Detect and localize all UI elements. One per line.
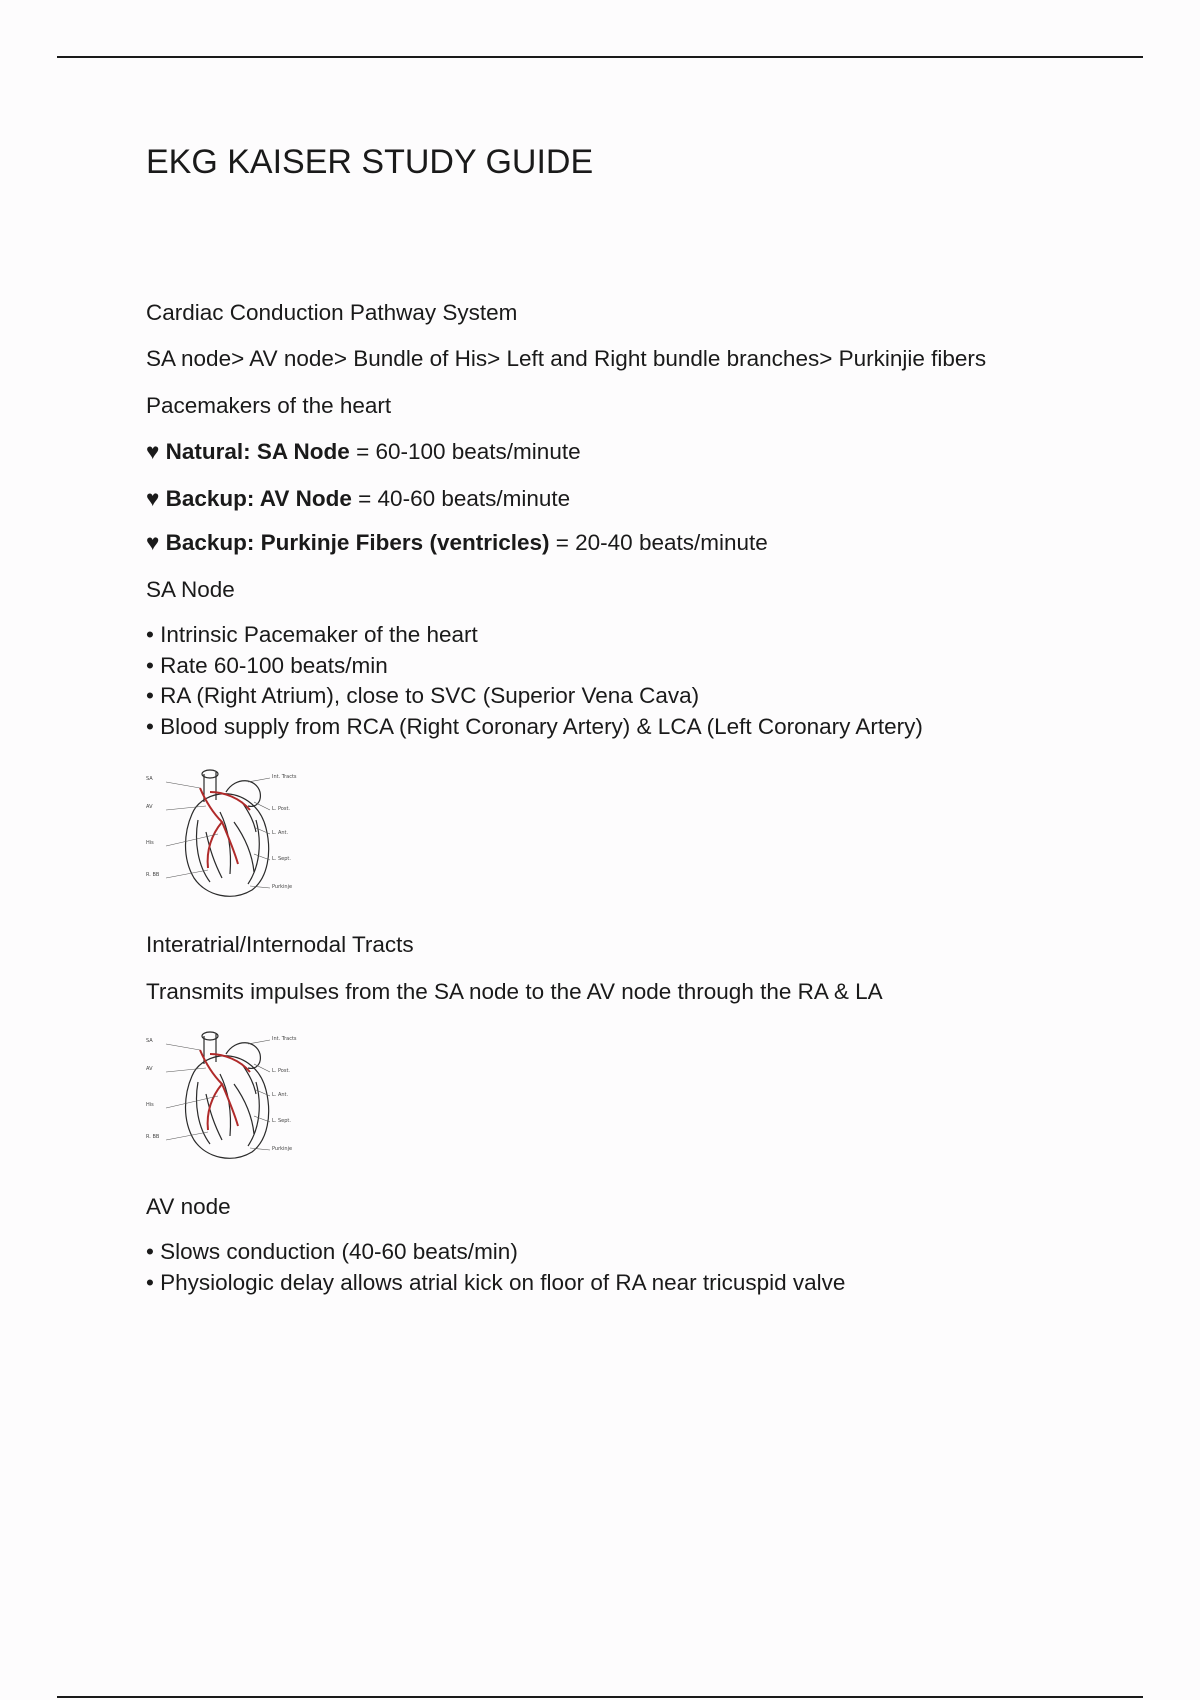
- pacemakers-heading: Pacemakers of the heart: [146, 393, 392, 418]
- heart-bullet-icon: ♥: [146, 486, 160, 511]
- heart-conduction-diagram: [144, 1024, 320, 1168]
- tracts-heading: Interatrial/Internodal Tracts: [146, 932, 414, 957]
- sa-node-heading: SA Node: [146, 577, 235, 602]
- list-item: • Slows conduction (40-60 beats/min): [146, 1239, 518, 1264]
- svg-text:AV: AV: [146, 1066, 153, 1072]
- svg-text:AV: AV: [146, 804, 153, 810]
- svg-text:R. BB: R. BB: [146, 1134, 160, 1140]
- svg-text:L. Post.: L. Post.: [272, 806, 291, 812]
- svg-text:L. Post.: L. Post.: [272, 1068, 291, 1074]
- page-title: EKG KAISER STUDY GUIDE: [146, 143, 594, 181]
- list-item: • RA (Right Atrium), close to SVC (Superior Vena Cava): [146, 683, 700, 708]
- heart-conduction-diagram: [144, 762, 320, 906]
- svg-text:Purkinje: Purkinje: [272, 884, 293, 890]
- svg-text:L. Sept.: L. Sept.: [272, 1118, 291, 1124]
- pacemaker-label: Natural: SA Node: [165, 439, 350, 464]
- svg-text:L. Sept.: L. Sept.: [272, 856, 291, 862]
- heart-bullet-icon: ♥: [146, 530, 160, 555]
- pacemaker-label: Backup: Purkinje Fibers (ventricles): [165, 530, 550, 555]
- bottom-rule: [57, 1696, 1143, 1698]
- heart-bullet-icon: ♥: [146, 439, 160, 464]
- svg-text:SA: SA: [146, 776, 153, 782]
- list-item: • Physiologic delay allows atrial kick on floor of RA near tricuspid valve: [146, 1269, 846, 1295]
- list-item: • Intrinsic Pacemaker of the heart: [146, 622, 478, 647]
- conduction-heading: Cardiac Conduction Pathway System: [146, 300, 518, 325]
- list-item: • Rate 60-100 beats/min: [146, 652, 388, 678]
- pacemaker-item-av-node: [146, 484, 570, 514]
- svg-text:L. Ant.: L. Ant.: [272, 1092, 289, 1098]
- conduction-pathway: SA node> AV node> Bundle of His> Left and Right bundle branches> Purkinjie fibers: [146, 346, 987, 371]
- pacemaker-label: Backup: AV Node: [165, 486, 352, 511]
- pacemaker-rate: = 20-40 beats/minute: [549, 530, 768, 555]
- pacemaker-rate: = 60-100 beats/minute: [349, 439, 581, 464]
- list-item: • Blood supply from RCA (Right Coronary Artery) & LCA (Left Coronary Artery): [146, 713, 923, 739]
- svg-text:His: His: [146, 1102, 154, 1108]
- svg-text:Int. Tracts: Int. Tracts: [272, 774, 297, 780]
- tracts-description: Transmits impulses from the SA node to the AV node through the RA & LA: [146, 979, 883, 1004]
- svg-text:SA: SA: [146, 1038, 153, 1044]
- pacemaker-item-purkinje: [146, 528, 768, 558]
- svg-text:L. Ant.: L. Ant.: [272, 830, 289, 836]
- av-node-heading: AV node: [146, 1194, 231, 1219]
- sa-node-bullet-list: [146, 620, 923, 742]
- svg-text:Purkinje: Purkinje: [272, 1146, 293, 1152]
- svg-text:His: His: [146, 840, 154, 846]
- av-node-bullet-list: [146, 1237, 845, 1298]
- top-rule: [57, 56, 1143, 58]
- svg-text:Int. Tracts: Int. Tracts: [272, 1036, 297, 1042]
- svg-text:R. BB: R. BB: [146, 872, 160, 878]
- pacemaker-rate: = 40-60 beats/minute: [351, 486, 571, 511]
- pacemaker-item-natural: [146, 437, 581, 467]
